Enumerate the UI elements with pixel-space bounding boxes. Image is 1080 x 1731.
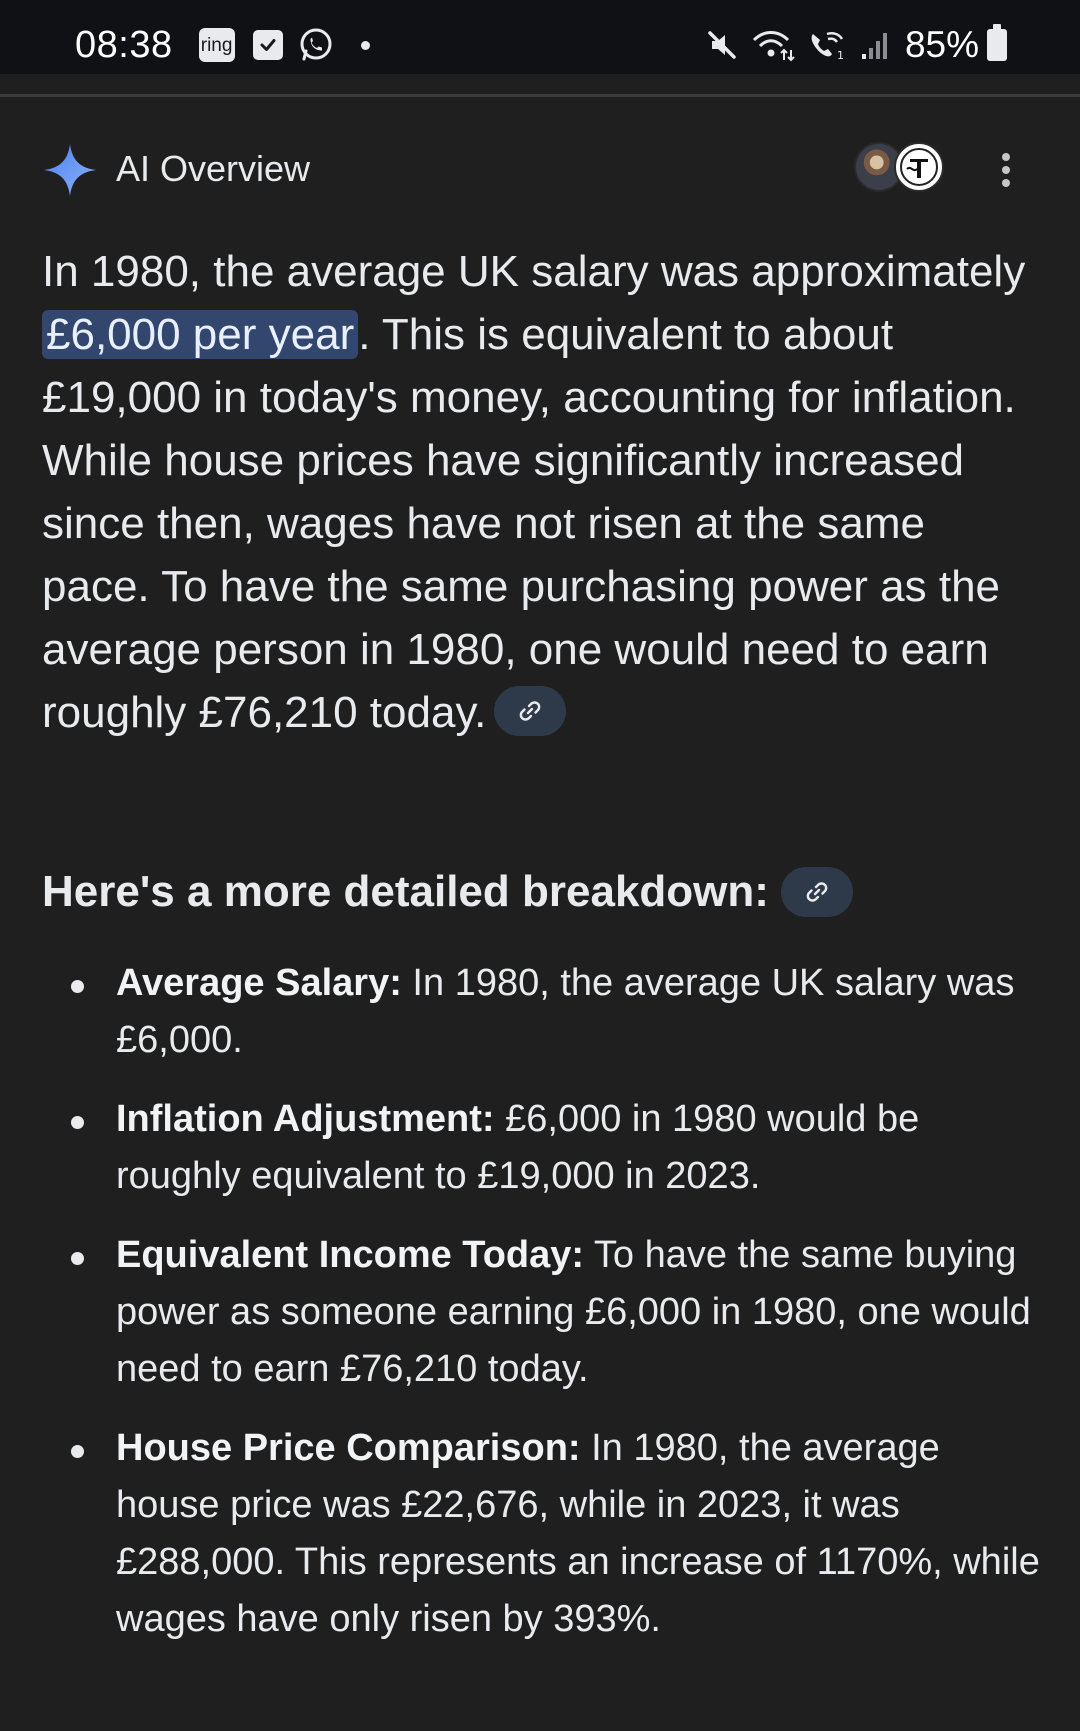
vowifi-icon	[807, 28, 847, 62]
highlighted-answer[interactable]: £6,000 per year	[42, 310, 358, 359]
whatsapp-icon	[297, 26, 335, 64]
source-link-chip[interactable]	[494, 686, 566, 736]
checkbox-icon	[253, 30, 283, 60]
breakdown-link-chip[interactable]	[781, 867, 853, 917]
gemini-spark-icon	[42, 142, 98, 198]
bullet-text: To have the same buying power as someone earning £6,000 in 1980, one would need to earn £76,210 today.	[116, 1234, 1031, 1390]
ai-overview-title: AI Overview	[116, 148, 311, 189]
list-item	[42, 1227, 1042, 1398]
breakdown-heading-text: Here's a more detailed breakdown:	[42, 867, 769, 916]
bullet-dot	[71, 1252, 84, 1265]
bullet-text: In 1980, the average house price was £22,676, while in 2023, it was £288,000. This represents an increase of 1170%, while wages have only risen by 393%.	[116, 1427, 1040, 1640]
telegraph-logo-icon[interactable]	[894, 142, 944, 192]
bullet-label: House Price Comparison:	[116, 1427, 581, 1469]
bullet-label: Average Salary:	[116, 962, 402, 1004]
summary-text-start: In 1980, the average UK salary was approximately	[42, 247, 1026, 296]
list-item	[42, 955, 1042, 1069]
breakdown-heading	[42, 862, 853, 922]
list-item	[42, 1420, 1042, 1648]
bullet-dot	[71, 1116, 84, 1129]
summary-text-end: . This is equivalent to about £19,000 in today's money, accounting for inflation. While house prices have significantly increased since then, wages have not risen at the same pace. To have the same purchasing power as the average person in 1980, one would need to earn roughly £76,210 today.	[42, 310, 1016, 737]
status-right	[705, 0, 1007, 90]
battery-icon	[987, 29, 1007, 61]
bullet-label: Equivalent Income Today:	[116, 1234, 585, 1276]
bullet-label: Inflation Adjustment:	[116, 1098, 495, 1140]
clock: 08:38	[75, 23, 173, 66]
status-bar	[0, 0, 1080, 74]
breakdown-list	[42, 955, 1042, 1670]
more-options-icon[interactable]	[1000, 150, 1012, 190]
wifi-calling-icon	[751, 28, 795, 62]
battery-percent: 85%	[904, 24, 979, 65]
link-icon	[804, 879, 830, 905]
bullet-text: £6,000 in 1980 would be roughly equivalent to £19,000 in 2023.	[116, 1098, 920, 1197]
signal-icon	[859, 28, 893, 62]
svg-text:1: 1	[836, 49, 844, 62]
bullet-dot	[71, 1445, 84, 1458]
bullet-dot	[71, 980, 84, 993]
link-icon	[517, 698, 543, 724]
ring-app-icon: ring	[199, 28, 235, 62]
mute-icon	[705, 28, 739, 62]
notification-dot	[361, 41, 370, 50]
ai-overview-header	[42, 140, 1042, 200]
source-avatars[interactable]	[812, 140, 912, 196]
list-item	[42, 1091, 1042, 1205]
divider	[0, 94, 1080, 97]
bullet-text: In 1980, the average UK salary was £6,000.	[116, 962, 1015, 1061]
overview-summary	[42, 240, 1042, 744]
status-left	[75, 0, 370, 90]
